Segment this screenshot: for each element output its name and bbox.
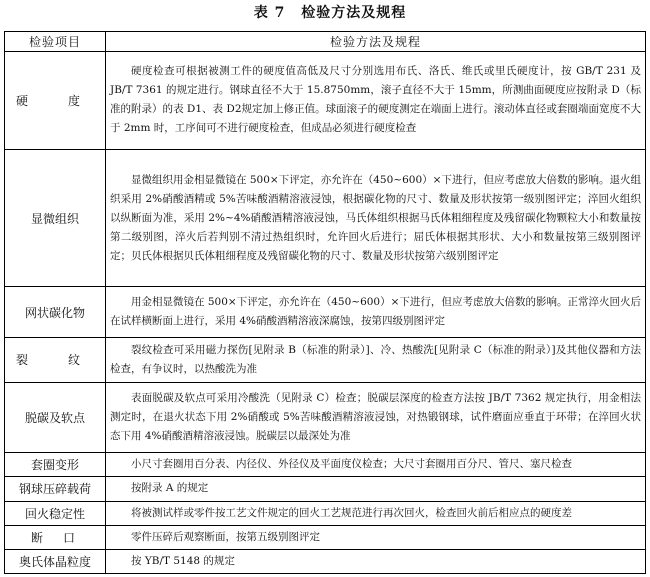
table-row-grain-size [5,549,646,573]
header-method: 检验方法及规程 [106,32,646,52]
table-row-crack [5,337,646,382]
item-grain-size: 奥氏体晶粒度 [5,549,106,573]
method-fracture: 零件压碎后观察断面，按第五级别图评定 [106,525,646,549]
table-row-crush-load [5,477,646,501]
item-fracture: 断 口 [5,525,106,549]
item-crush-load: 钢球压碎载荷 [5,477,106,501]
method-hardness: 硬度检查可根据被测工件的硬度值高低及尺寸分别选用布氏、洛氏、维氏或里氏硬度计，按 GB/T 231 及 JB/T 7361 的规定进行。钢球直径不大于 15.8750mm，滚子直径不大于 15mm，所测曲面硬度应按附录 D（标准的附录）的表 D1、表 D2规定加上修正值。球面滚子的硬度测定在端面上进行。滚动体直径或套圈端面宽度不大于 2mm 时，工序间可不进行硬度检查，但成品必须进行硬度检查 [106,52,646,150]
table-row-ring-deformation [5,453,646,477]
method-temper-stability: 将被测试样或零件按工艺文件规定的回火工艺规范进行再次回火，检查回火前后相应点的硬度差 [106,501,646,525]
table-row-decarburization [5,382,646,452]
item-temper-stability: 回火稳定性 [5,501,106,525]
item-decarburization: 脱碳及软点 [5,382,106,452]
item-crack: 裂 纹 [5,337,106,382]
header-item: 检验项目 [5,32,106,52]
table-row-hardness [5,52,646,150]
method-crack: 裂纹检查可采用磁力探伤[见附录 B（标准的附录）]、冷、热酸洗[见附录 C（标准的附录）]及其他仪器和方法检查，有争议时，以热酸洗为准 [106,337,646,382]
inspection-methods-table [4,31,646,574]
table-row-microstructure [5,149,646,287]
table-header-row [5,32,646,52]
method-crush-load: 按附录 A 的规定 [106,477,646,501]
table-title: 检验方法及规程 [301,5,407,21]
method-network-carbide: 用金相显微镜在 500×下评定，亦允许在（450~600）×下进行，但应考虑放大倍数的影响。正常淬火回火后在试样横断面上进行，采用 4%硝酸酒精溶液深腐蚀，按第四级别图评定 [106,287,646,337]
method-decarburization: 表面脱碳及软点可采用冷酸洗（见附录 C）检查；脱碳层深度的检查方法按 JB/T 7362 规定执行，用金相法测定时，在退火状态下用 2%硝酸或 5%苦味酸酒精溶液浸蚀，对热锻钢球，试件磨面应垂直于环带；在淬回火状态下用 4%硝酸酒精溶液浸蚀。脱碳层以最深处为准 [106,382,646,452]
item-network-carbide: 网状碳化物 [5,287,106,337]
table-row-network-carbide [5,287,646,337]
table-number: 表 7 [253,5,286,21]
method-grain-size: 按 YB/T 5148 的规定 [106,549,646,573]
item-ring-deformation: 套圈变形 [5,453,106,477]
table-caption [0,2,650,22]
method-ring-deformation: 小尺寸套圈用百分表、内径仪、外径仪及平面度仪检查；大尺寸套圈用百分尺、管尺、塞尺检查 [106,453,646,477]
item-microstructure: 显微组织 [5,149,106,287]
table-row-fracture [5,525,646,549]
method-microstructure: 显微组织用金相显微镜在 500×下评定，亦允许在（450~600）×下进行，但应考虑放大倍数的影响。退火组织采用 2%硝酸酒精或 5%苦味酸酒精溶液浸蚀，根据碳化物的尺寸、数量及形状按第一级别图评定；淬回火组织以纵断面为准，采用 2%~4%硝酸酒精溶液浸蚀，马氏体组织根据马氏体粗细程度及残留碳化物颗粒大小和数量按第二级别图，淬火后若判别不清过热组织时，允许回火后进行；屈氏体根据其形状、大小和数量按第三级别图评定；贝氏体根据贝氏体粗细程度及残留碳化物的尺寸、数量及形状按第六级别图评定 [106,149,646,287]
item-hardness: 硬 度 [5,52,106,150]
table-row-temper-stability [5,501,646,525]
